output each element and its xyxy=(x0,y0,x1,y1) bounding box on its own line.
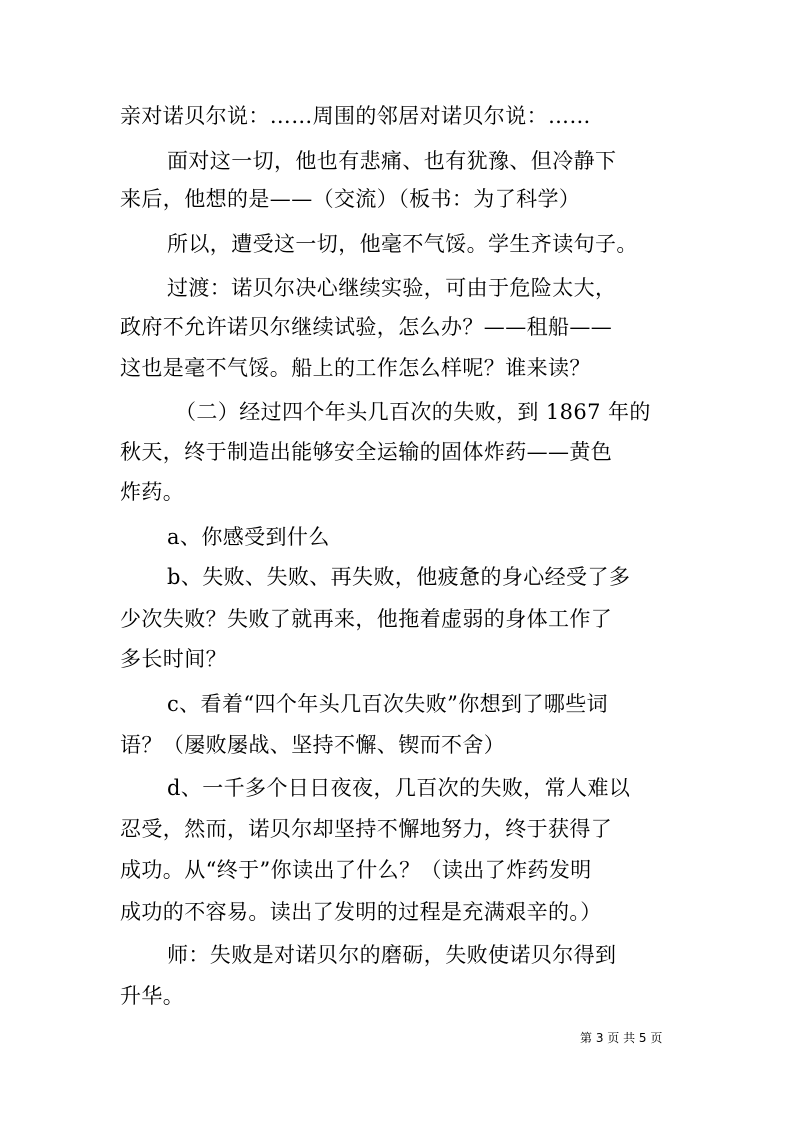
page-number: 第 3 页 共 5 页 xyxy=(580,1031,663,1045)
text-line: 成功。从“终于”你读出了什么？（读出了炸药发明 xyxy=(120,858,592,882)
text-line: 面对这一切，他也有悲痛、也有犹豫、但冷静下 xyxy=(167,149,617,173)
text-line: c、看着“四个年头几百次失败”你想到了哪些词 xyxy=(167,692,609,716)
text-line: b、失败、失败、再失败，他疲惫的身心经受了多 xyxy=(167,565,631,589)
text-line: 秋天，终于制造出能够安全运输的固体炸药——黄色 xyxy=(120,440,613,464)
text-line: 升华。 xyxy=(120,984,185,1008)
text-line: 师：失败是对诺贝尔的磨砺，失败使诺贝尔得到 xyxy=(167,943,617,967)
text-line: 来后，他想的是——（交流）（板书：为了科学） xyxy=(120,187,581,211)
text-line: 所以，遭受这一切，他毫不气馁。学生齐读句子。 xyxy=(167,232,638,256)
text-line: 这也是毫不气馁。船上的工作怎么样呢？谁来读？ xyxy=(120,356,591,380)
text-line: 过渡：诺贝尔决心继续实验，可由于危险太大， xyxy=(167,276,617,300)
text-line: 亲对诺贝尔说：……周围的邻居对诺贝尔说：…… xyxy=(120,104,591,128)
text-line: a、你感受到什么 xyxy=(167,525,330,549)
text-line: 多长时间？ xyxy=(120,647,227,671)
text-line: 成功的不容易。读出了发明的过程是充满艰辛的。） xyxy=(120,900,602,924)
text-line: （二）经过四个年头几百次的失败，到 1867 年的 xyxy=(175,400,651,424)
text-line: d、一千多个日日夜夜，几百次的失败，常人难以 xyxy=(167,776,631,800)
text-line: 少次失败？失败了就再来，他拖着虚弱的身体工作了 xyxy=(120,607,613,631)
text-line: 政府不允许诺贝尔继续试验，怎么办？——租船—— xyxy=(120,315,613,339)
text-line: 语？（屡败屡战、坚持不懈、锲而不舍） xyxy=(120,733,506,757)
text-line: 炸药。 xyxy=(120,480,185,504)
text-line: 忍受，然而，诺贝尔却坚持不懈地努力，终于获得了 xyxy=(120,817,613,841)
